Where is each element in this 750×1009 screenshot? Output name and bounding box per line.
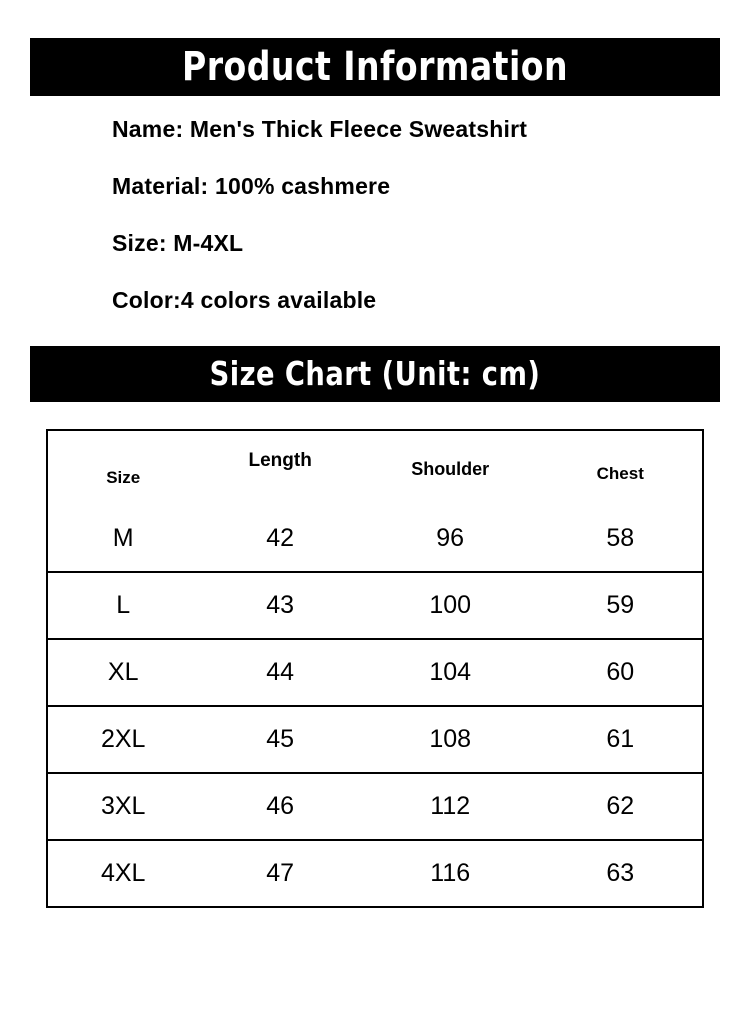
product-info-material: Material: 100% cashmere [112,173,391,199]
product-info-list [0,96,750,312]
cell-length: 46 [198,773,362,840]
cell-chest: 63 [606,859,635,887]
cell-size: L [48,572,198,639]
table-row [48,706,702,773]
size-chart-banner: Size Chart (Unit: cm) [30,346,720,402]
cell-length: 44 [198,639,362,706]
product-information-banner: Product Information [30,38,720,96]
cell-size: XL [48,639,198,706]
table-row [48,639,702,706]
cell-shoulder: 100 [362,572,539,639]
cell-chest: 60 [538,639,702,706]
header-cell-chest: Chest [596,463,644,483]
header-cell-size: Size [106,467,141,487]
table-row [48,506,702,572]
cell-shoulder: 96 [362,506,539,572]
header-cell-shoulder: Shoulder [411,459,490,479]
cell-length: 47 [266,859,295,887]
cell-shoulder: 108 [362,706,539,773]
cell-chest: 58 [538,506,702,572]
size-chart-table [48,431,702,906]
table-row [48,773,702,840]
product-info-name: Name: Men's Thick Fleece Sweatshirt [112,116,528,142]
cell-size: 2XL [48,706,198,773]
header-cell-length: Length [248,449,312,471]
product-info-color: Color:4 colors available [112,287,377,313]
cell-chest: 62 [538,773,702,840]
cell-length: 45 [198,706,362,773]
table-header-row [48,431,702,506]
cell-size: M [48,506,198,572]
cell-size: 4XL [100,859,146,887]
cell-size: 3XL [48,773,198,840]
cell-length: 42 [198,506,362,572]
product-info-page [0,38,750,1009]
cell-shoulder: 116 [430,859,471,887]
cell-length: 43 [198,572,362,639]
table-row [48,840,702,906]
size-chart-table-wrapper [46,429,704,908]
cell-shoulder: 104 [362,639,539,706]
cell-chest: 59 [538,572,702,639]
table-row [48,572,702,639]
cell-chest: 61 [538,706,702,773]
product-info-size: Size: M-4XL [112,230,244,256]
cell-shoulder: 112 [362,773,539,840]
